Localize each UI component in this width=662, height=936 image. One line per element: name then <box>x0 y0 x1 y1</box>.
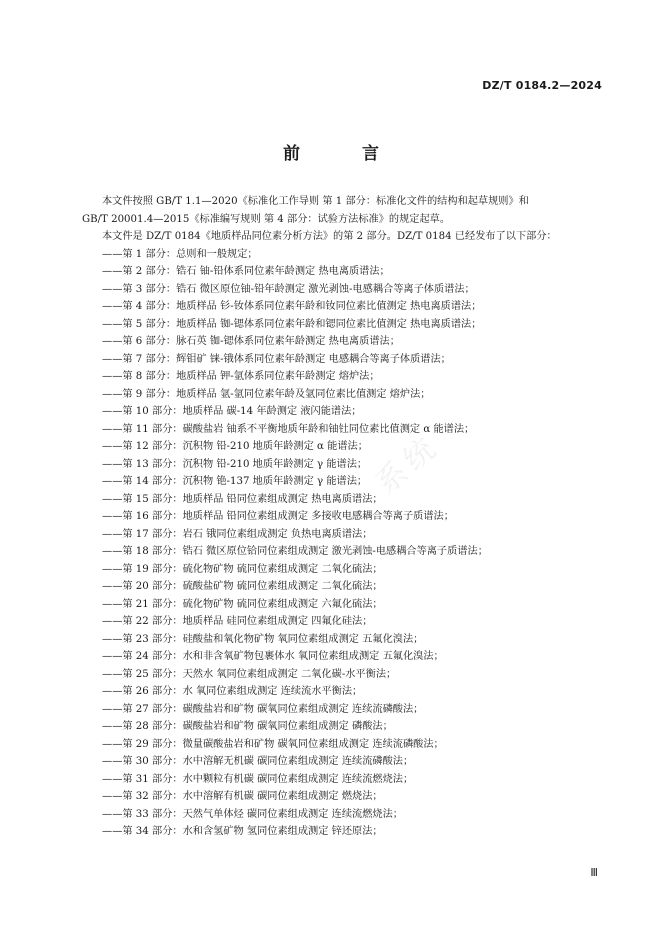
list-item: ——第 8 部分：地质样品 钾-氩体系同位素年龄测定 熔炉法； <box>102 371 380 382</box>
list-item: ——第 16 部分：地质样品 铅同位素组成测定 多接收电感耦合等离子质谱法； <box>102 511 454 522</box>
list-item: ——第 5 部分：地质样品 铷-锶体系同位素年龄和锶同位素比值测定 热电离质谱法； <box>102 318 482 330</box>
list-item: ——第 24 部分：水和非含氧矿物包裹体水 氧同位素组成测定 五氟化溴法； <box>102 651 444 662</box>
list-item: ——第 14 部分：沉积物 铯-137 地质年龄测定 γ 能谱法； <box>102 476 368 487</box>
list-item: ——第 23 部分：硅酸盐和氧化物矿物 氧同位素组成测定 五氟化溴法； <box>102 633 424 645</box>
list-item: ——第 1 部分：总则和一般规定； <box>102 248 258 260</box>
list-item: ——第 7 部分：辉钼矿 铼-锇体系同位素年龄测定 电感耦合等离子体质谱法； <box>102 353 451 365</box>
list-item: ——第 29 部分：微量碳酸盐岩和矿物 碳氧同位素组成测定 连续流磷酸法； <box>102 738 444 750</box>
list-item: ——第 26 部分：水 氧同位素组成测定 连续流水平衡法； <box>102 686 363 697</box>
list-item: ——第 30 部分：水中溶解无机碳 碳同位素组成测定 连续流磷酸法； <box>102 756 414 767</box>
list-item: ——第 31 部分：水中颗粒有机碳 碳同位素组成测定 连续流燃烧法； <box>102 773 414 785</box>
list-item: ——第 21 部分：硫化物矿物 硫同位素组成测定 六氟化硫法； <box>102 598 383 610</box>
list-item: ——第 17 部分：岩石 锇同位素组成测定 负热电离质谱法； <box>102 528 373 540</box>
list-item: ——第 10 部分：地质样品 碳-14 年龄测定 液闪能谱法； <box>102 406 362 417</box>
list-item: ——第 22 部分：地质样品 硅同位素组成测定 四氟化硅法； <box>102 616 373 627</box>
doc-code-header: DZ/T 0184.2—2024 <box>482 79 602 92</box>
list-item: ——第 9 部分：地质样品 氩-氩同位素年龄及氩同位素比值测定 熔炉法； <box>102 388 431 400</box>
list-item: ——第 15 部分：地质样品 铅同位素组成测定 热电离质谱法； <box>102 493 383 505</box>
list-item: ——第 28 部分：碳酸盐岩和矿物 碳氧同位素组成测定 磷酸法； <box>102 721 393 732</box>
list-item: ——第 27 部分：碳酸盐岩和矿物 碳氧同位素组成测定 连续流磷酸法； <box>102 703 424 715</box>
page-title: 前 言 <box>283 144 407 164</box>
list-item: ——第 25 部分：天然水 氧同位素组成测定 二氧化碳-水平衡法； <box>102 668 397 680</box>
list-item: ——第 32 部分：水中溶解有机碳 碳同位素组成测定 燃烧法； <box>102 791 383 802</box>
list-item: ——第 6 部分：脉石英 铷-锶体系同位素年龄测定 热电离质谱法； <box>102 336 400 347</box>
list-item: ——第 33 部分：天然气单体烃 碳同位素组成测定 连续流燃烧法； <box>102 808 403 820</box>
list-item: ——第 20 部分：硫酸盐矿物 硫同位素组成测定 二氧化硫法； <box>102 581 383 592</box>
page-number: Ⅲ <box>590 867 598 879</box>
list-item: ——第 18 部分：锆石 微区原位铪同位素组成测定 激光剥蚀-电感耦合等离子质谱法； <box>102 546 488 557</box>
list-item: ——第 11 部分：碳酸盐岩 铀系不平衡地质年龄和铀钍同位素比值测定 α 能谱法； <box>102 423 475 435</box>
watermark: 系统 <box>369 428 448 502</box>
list-item: ——第 19 部分：硫化物矿物 硫同位素组成测定 二氧化硫法； <box>102 563 383 575</box>
parts-list <box>82 246 602 841</box>
intro-paragraph-1-cont: GB/T 20001.4—2015《标准编写规则 第 4 部分：试验方法标准》的规定起草。 <box>82 213 451 225</box>
list-item: ——第 2 部分：锆石 铀-铅体系同位素年龄测定 热电离质谱法； <box>102 266 390 277</box>
intro-paragraph-2: 本文件是 DZ/T 0184《地质样品同位素分析方法》的第 2 部分。DZ/T 0184 已经发布了以下部分： <box>102 231 557 242</box>
list-item: ——第 13 部分：沉积物 铅-210 地质年龄测定 γ 能谱法； <box>102 458 368 470</box>
list-item: ——第 4 部分：地质样品 钐-钕体系同位素年龄和钕同位素比值测定 热电离质谱法； <box>102 301 482 312</box>
list-item: ——第 34 部分：水和含氢矿物 氢同位素组成测定 锌还原法； <box>102 826 383 837</box>
list-item: ——第 3 部分：锆石 微区原位铀-铅年龄测定 激光剥蚀-电感耦合等离子体质谱法； <box>102 283 475 295</box>
document-body <box>82 193 602 841</box>
intro-paragraph-1: 本文件按照 GB/T 1.1—2020《标准化工作导则 第 1 部分：标准化文件的结构和起草规则》和 <box>102 196 529 207</box>
list-item: ——第 12 部分：沉积物 铅-210 地质年龄测定 α 能谱法； <box>102 441 368 452</box>
